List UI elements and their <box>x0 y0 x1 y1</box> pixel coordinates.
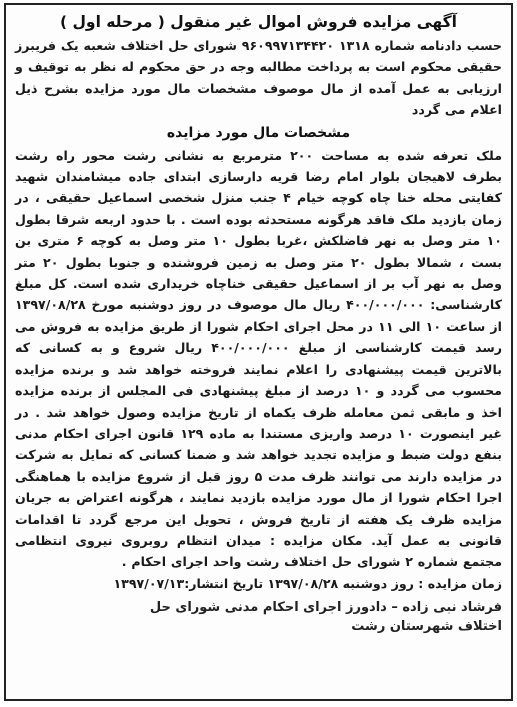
notice-body: ملک تعرفه شده به مساحت ۲۰۰ مترمربع به نشانی رشت محور راه رشت بطرف لاهیجان بلوار امام رضا قریه دارسازی ابتدای جاده میشامندان شهید کفایتی محله خنا چاه کوچه خیام ۴ جنب منزل شخصی اسماعیل حقیقی ، در زمان بازدید ملک فاقد هرگونه مستحدثه بوده است . با حدود اربعه شرقا بطول ۱۰ متر وصل به نهر فاضلکش ،غربا بطول ۱۰ متر وصل به کوچه ۶ متری بن بست ، شمالا بطول ۲۰ متر وصل به زمین فروشنده و جنوبا بطول ۲۰ متر وصل به نهر آب بر از اسماعیل حقیقی خناچاه خریداری شده است. کل مبلغ کارشناسی: ۴۰۰/۰۰۰/۰۰۰ ریال مال موصوف در روز دوشنبه مورخ ۱۳۹۷/۰۸/۲۸ از ساعت ۱۰ الی ۱۱ در محل اجرای احکام شورا از طریق مزایده به فروش می رسد قیمت کارشناسی از مبلغ ۴۰۰/۰۰۰/۰۰۰ ریال شروع و به کسانی که بالاترین قیمت پیشنهادی را اعلام نمایند فروخته خواهد شد و برنده مزایده محسوب می گردد و ۱۰ درصد از مبلغ پیشنهادی فی المجلس از برنده مزایده اخذ و مابقی ثمن معامله ظرف یکماه از تاریخ مزایده وصول خواهد شد . در غیر اینصورت ۱۰ درصد واریزی مستندا به ماده ۱۲۹ قانون اجرای احکام مدنی بنفع دولت ضبط و مزایده تجدید خواهد شد و ضمنا کسانی که تمایل به شرکت در مزایده دارند می توانند ظرف مدت ۵ روز قبل از شروع مزایده با هماهنگی اجرا احکام شورا از مال مورد مزایده بازدید نمایند ، هرگونه اعتراض به جریان مزایده ظرف یک هفته از تاریخ فروش ، تحویل این مرجع گردد تا اقدامات قانونی به عمل آید. مکان مزایده : میدان انتظام روبروی نیروی انتظامی مجتمع شماره ۲ شورای حل اختلاف رشت واحد اجرای احکام . <box>15 147 502 570</box>
notice-title: آگهی مزایده فروش اموال غیر منقول ( مرحله اول ) <box>60 13 457 31</box>
auction-dates: زمان مزایده : روز دوشنبه ۱۳۹۷/۰۸/۲۸ تاریخ انتشار:۱۳۹۷/۰۷/۱۳ <box>113 575 502 591</box>
signature-line-2: اختلاف شهرستان رشت <box>351 618 502 634</box>
notice-intro: حسب دادنامه شماره ۱۳۱۸ ۹۶۰۹۹۷۱۳۴۴۲۰ شورای حل اختلاف شعبه یک فریبرز حقیقی محکوم است به پرداخت مطالبه وجه در حق محکوم له نظر به توقیف و ارزیابی به عمل آمده از مال موصوف مشخصات مال مورد مزایده بشرح ذیل اعلام می گردد <box>15 38 502 118</box>
section-heading: مشخصات مال مورد مزایده <box>166 124 351 141</box>
signature-line-1: فرشاد نبی زاده – دادورز اجرای احکام مدنی شورای حل <box>149 599 502 615</box>
signature-block <box>15 598 502 636</box>
auction-notice <box>4 3 513 701</box>
